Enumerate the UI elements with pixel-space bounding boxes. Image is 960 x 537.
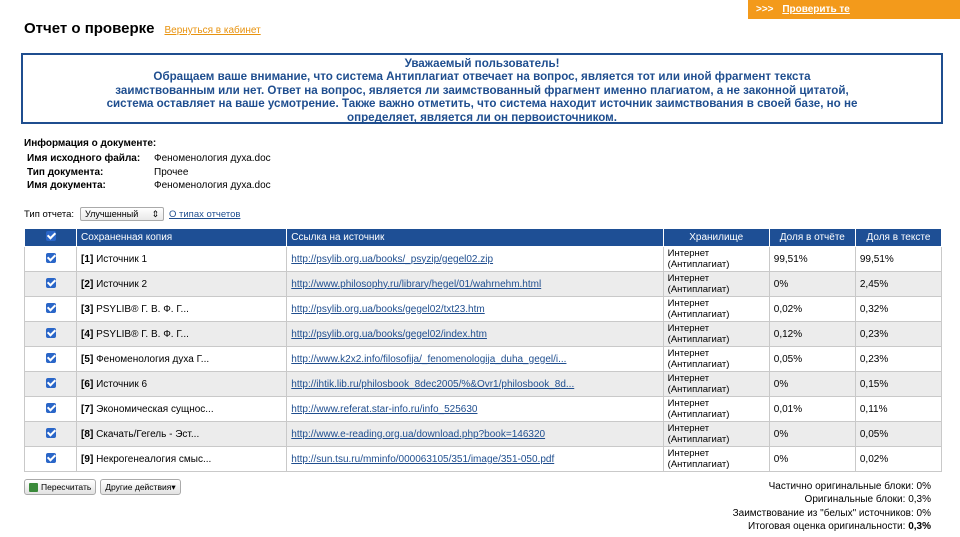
source-link[interactable]: http://www.k2x2.info/filosofija/_fenomenologija_duha_gegel/i... <box>291 353 567 365</box>
report-types-link[interactable]: О типах отчетов <box>169 208 241 220</box>
storage-cell <box>663 372 769 397</box>
storage-line: (Антиплагиат) <box>667 459 730 470</box>
select-all-header <box>25 229 77 247</box>
source-name: PSYLIB® Г. В. Ф. Г... <box>96 303 189 315</box>
source-link[interactable]: http://sun.tsu.ru/mminfo/000063105/351/image/351-050.pdf <box>291 453 555 465</box>
saved-copy-cell[interactable] <box>77 422 287 447</box>
info-value: Прочее <box>154 166 189 178</box>
saved-copy-cell[interactable] <box>77 322 287 347</box>
dropdown-arrow-icon: ⇕ <box>151 208 159 219</box>
saved-copy-cell[interactable] <box>77 372 287 397</box>
recalculate-icon <box>29 483 38 492</box>
source-link-cell <box>287 372 663 397</box>
source-link-cell <box>287 322 663 347</box>
storage-line: Интернет <box>667 398 710 409</box>
source-number: [1] <box>81 253 94 265</box>
share-report-cell: 99,51% <box>769 247 855 272</box>
storage-line: Интернет <box>667 348 710 359</box>
chevron-down-icon: ▾ <box>171 481 176 492</box>
source-link-cell <box>287 247 663 272</box>
back-to-cabinet-link[interactable]: Вернуться в кабинет <box>164 25 261 36</box>
source-link[interactable]: http://ihtik.lib.ru/philosbook_8dec2005/%&Ovr1/philosbook_8d... <box>291 378 575 390</box>
source-link-cell <box>287 422 663 447</box>
saved-copy-cell[interactable] <box>77 297 287 322</box>
info-value: Феноменология духа.doc <box>154 180 271 191</box>
info-row <box>24 152 271 166</box>
source-link-cell <box>287 447 663 472</box>
report-type-row <box>24 207 240 221</box>
table-row <box>25 272 942 297</box>
saved-copy-cell[interactable] <box>77 397 287 422</box>
report-type-select[interactable] <box>80 207 164 221</box>
source-name: Феноменология духа Г... <box>96 353 210 365</box>
sources-table <box>24 228 942 472</box>
row-checkbox[interactable] <box>46 403 56 413</box>
table-row <box>25 347 942 372</box>
row-checkbox-cell <box>25 422 77 447</box>
summary-row <box>733 480 931 493</box>
saved-copy-cell[interactable] <box>77 247 287 272</box>
source-number: [5] <box>81 353 94 365</box>
share-report-cell: 0% <box>769 447 855 472</box>
storage-cell <box>663 297 769 322</box>
table-row <box>25 422 942 447</box>
share-report-cell: 0,12% <box>769 322 855 347</box>
row-checkbox-cell <box>25 372 77 397</box>
table-row <box>25 372 942 397</box>
row-checkbox-cell <box>25 397 77 422</box>
share-report-cell: 0% <box>769 422 855 447</box>
arrows-icon: >>> <box>756 4 774 15</box>
storage-cell <box>663 247 769 272</box>
action-buttons <box>24 479 181 495</box>
notice-line: Обращаем ваше внимание, что система Антиплагиат отвечает на вопрос, является тот или иной фрагмент текста <box>153 70 811 84</box>
notice-box <box>21 53 943 124</box>
saved-copy-cell[interactable] <box>77 272 287 297</box>
notice-line: заимствованным или нет. Ответ на вопрос, является ли заимствованный фрагмент именно плагиатом, а не законной цитатой, <box>115 83 849 97</box>
storage-line: Интернет <box>667 248 710 259</box>
row-checkbox[interactable] <box>46 303 56 313</box>
source-name: Некрогенеалогия смыс... <box>96 453 212 465</box>
row-checkbox[interactable] <box>46 428 56 438</box>
summary-label: Заимствование из "белых" источников: <box>732 507 914 519</box>
info-label: Имя исходного файла: <box>27 153 141 164</box>
source-name: Источник 2 <box>96 278 148 290</box>
select-all-checkbox[interactable] <box>46 231 56 241</box>
storage-line: (Антиплагиат) <box>667 434 730 445</box>
storage-line: (Антиплагиат) <box>667 409 730 420</box>
source-link-cell <box>287 297 663 322</box>
source-number: [7] <box>81 403 94 415</box>
row-checkbox[interactable] <box>46 328 56 338</box>
storage-cell <box>663 347 769 372</box>
share-report-cell: 0,05% <box>769 347 855 372</box>
table-row <box>25 397 942 422</box>
source-link[interactable]: http://psylib.org.ua/books/_psyzip/gegel02.zip <box>291 253 494 265</box>
share-text-cell: 0,05% <box>855 422 941 447</box>
share-text-cell: 0,02% <box>855 447 941 472</box>
row-checkbox[interactable] <box>46 253 56 263</box>
summary-row <box>733 520 931 533</box>
share-report-cell: 0% <box>769 272 855 297</box>
source-link[interactable]: http://www.e-reading.org.ua/download.php?book=146320 <box>291 428 546 440</box>
storage-line: Интернет <box>667 448 710 459</box>
notice-line: Уважаемый пользователь! <box>404 57 560 70</box>
source-number: [8] <box>81 428 94 440</box>
source-number: [2] <box>81 278 94 290</box>
row-checkbox[interactable] <box>46 378 56 388</box>
report-type-label: Тип отчета: <box>24 208 74 220</box>
storage-cell <box>663 272 769 297</box>
storage-line: (Антиплагиат) <box>667 259 730 270</box>
storage-line: Интернет <box>667 298 710 309</box>
row-checkbox-cell <box>25 447 77 472</box>
summary-label: Частично оригинальные блоки: <box>768 481 914 492</box>
page-title: Отчет о проверке <box>24 20 155 37</box>
info-label: Тип документа: <box>27 166 104 178</box>
info-title: Информация о документе: <box>24 138 157 149</box>
table-row <box>25 447 942 472</box>
source-name: Источник 1 <box>96 253 148 265</box>
share-text-cell: 0,32% <box>855 297 941 322</box>
report-type-value: Улучшенный <box>85 209 139 219</box>
storage-line: (Антиплагиат) <box>667 284 730 295</box>
row-checkbox[interactable] <box>46 353 56 363</box>
summary-value: 0% <box>916 481 931 492</box>
info-row <box>24 179 271 193</box>
notice-line: определяет, является ли он первоисточником. <box>347 110 617 124</box>
source-name: Скачать/Гегель - Эст... <box>96 428 200 440</box>
share-report-cell: 0,01% <box>769 397 855 422</box>
summary-row <box>733 507 931 520</box>
share-report-cell: 0,02% <box>769 297 855 322</box>
summary-value: 0% <box>916 507 931 519</box>
storage-line: Интернет <box>667 423 710 434</box>
source-link-cell <box>287 347 663 372</box>
document-info <box>24 138 271 193</box>
source-number: [3] <box>81 303 94 315</box>
info-row <box>24 166 271 180</box>
source-number: [4] <box>81 328 94 340</box>
col-header-share-text: Доля в тексте <box>855 229 941 247</box>
storage-line: Интернет <box>667 323 710 334</box>
source-link[interactable]: http://psylib.org.ua/books/gegel02/index.htm <box>291 328 487 340</box>
table-row <box>25 247 942 272</box>
table-header-row <box>25 229 942 247</box>
storage-line: (Антиплагиат) <box>667 309 730 320</box>
share-text-cell: 0,11% <box>855 397 941 422</box>
other-actions-button[interactable] <box>100 479 180 495</box>
source-number: [9] <box>81 453 94 465</box>
recheck-label: Пересчитать <box>41 482 92 492</box>
storage-cell <box>663 447 769 472</box>
row-checkbox-cell <box>25 247 77 272</box>
summary <box>733 480 931 534</box>
share-text-cell: 0,23% <box>855 322 941 347</box>
col-header-copy: Сохраненная копия <box>77 229 287 247</box>
col-header-storage: Хранилище <box>663 229 769 247</box>
source-name: Экономическая сущнос... <box>96 403 214 415</box>
storage-line: (Антиплагиат) <box>667 359 730 370</box>
row-checkbox-cell <box>25 347 77 372</box>
recheck-button[interactable] <box>24 479 96 495</box>
summary-label: Оригинальные блоки: <box>804 494 906 506</box>
share-text-cell: 2,45% <box>855 272 941 297</box>
source-link[interactable]: http://www.philosophy.ru/library/hegel/01/wahrnehm.html <box>291 278 542 290</box>
notice-line: система оставляет на ваше усмотрение. Также важно отметить, что система находит источник заимствования в своей базе, но не <box>106 97 858 111</box>
check-text-bar <box>748 0 960 19</box>
storage-cell <box>663 397 769 422</box>
summary-value: 0,3% <box>908 494 931 506</box>
table-row <box>25 297 942 322</box>
row-checkbox[interactable] <box>46 453 56 463</box>
share-text-cell: 99,51% <box>855 247 941 272</box>
storage-line: Интернет <box>667 373 710 384</box>
share-text-cell: 0,23% <box>855 347 941 372</box>
originality-score: 0,3% <box>908 521 931 533</box>
row-checkbox-cell <box>25 322 77 347</box>
storage-line: Интернет <box>667 273 710 284</box>
source-name: PSYLIB® Г. В. Ф. Г... <box>96 328 189 340</box>
source-link-cell <box>287 272 663 297</box>
storage-line: (Антиплагиат) <box>667 384 730 395</box>
info-value: Феноменология духа.doc <box>154 153 271 164</box>
source-number: [6] <box>81 378 94 390</box>
row-checkbox-cell <box>25 272 77 297</box>
saved-copy-cell[interactable] <box>77 447 287 472</box>
storage-line: (Антиплагиат) <box>667 334 730 345</box>
share-report-cell: 0% <box>769 372 855 397</box>
source-link[interactable]: http://psylib.org.ua/books/gegel02/txt23.htm <box>291 303 485 315</box>
check-text-link[interactable]: Проверить те <box>782 4 850 15</box>
col-header-share-report: Доля в отчёте <box>769 229 855 247</box>
source-link[interactable]: http://www.referat.star-info.ru/info_525630 <box>291 403 478 415</box>
storage-cell <box>663 322 769 347</box>
table-row <box>25 322 942 347</box>
share-text-cell: 0,15% <box>855 372 941 397</box>
row-checkbox-cell <box>25 297 77 322</box>
summary-label: Итоговая оценка оригинальности: <box>747 521 906 533</box>
other-actions-label: Другие действия <box>105 482 172 492</box>
col-header-link: Ссылка на источник <box>287 229 663 247</box>
info-label: Имя документа: <box>27 180 106 191</box>
source-link-cell <box>287 397 663 422</box>
summary-row <box>733 493 931 506</box>
saved-copy-cell[interactable] <box>77 347 287 372</box>
header <box>24 20 261 37</box>
storage-cell <box>663 422 769 447</box>
row-checkbox[interactable] <box>46 278 56 288</box>
source-name: Источник 6 <box>96 378 148 390</box>
